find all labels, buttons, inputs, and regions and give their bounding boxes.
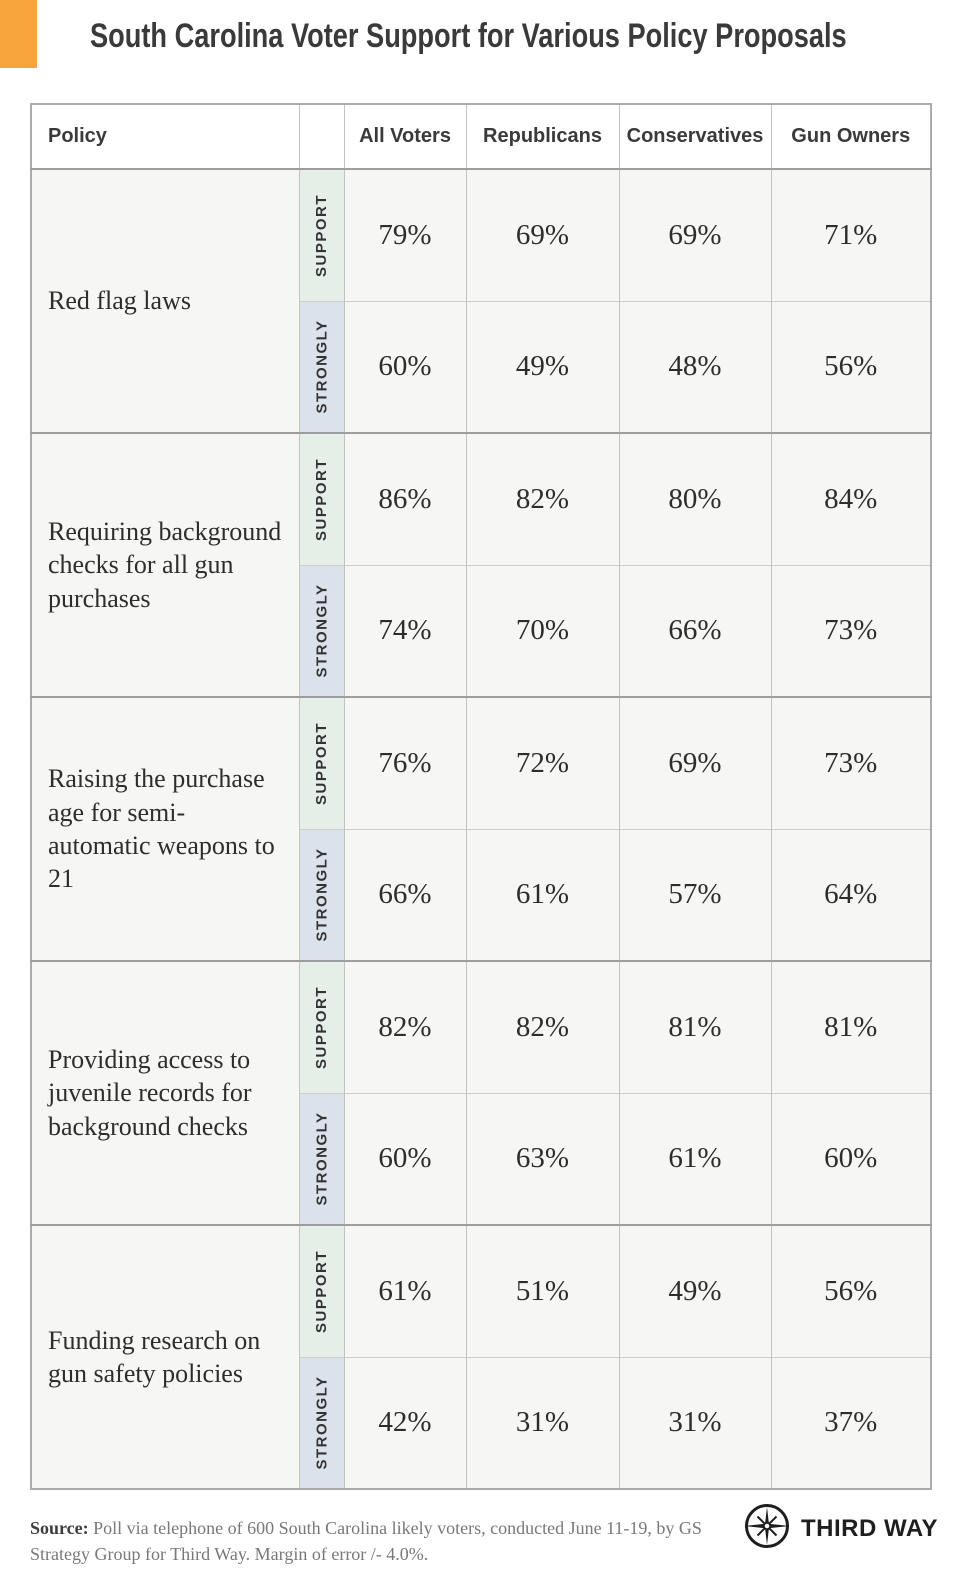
page-title: South Carolina Voter Support for Various Policy Proposals <box>90 17 847 55</box>
value-cell: 69% <box>619 169 771 301</box>
value-cell: 82% <box>466 433 619 565</box>
header-row <box>31 104 931 169</box>
support-label-cell <box>299 169 344 301</box>
support-label-cell <box>299 433 344 565</box>
value-cell: 37% <box>771 1357 931 1489</box>
value-cell: 48% <box>619 301 771 433</box>
policy-name: Providing access to juvenile records for background checks <box>31 961 299 1225</box>
value-cell: 66% <box>619 565 771 697</box>
strongly-label-cell <box>299 301 344 433</box>
value-cell: 57% <box>619 829 771 961</box>
value-cell: 79% <box>344 169 466 301</box>
value-cell: 70% <box>466 565 619 697</box>
support-label: SUPPORT <box>313 985 331 1069</box>
source-note <box>30 1516 750 1567</box>
support-label: SUPPORT <box>313 1249 331 1333</box>
strongly-label-cell <box>299 1093 344 1225</box>
policy-name: Funding research on gun safety policies <box>31 1225 299 1489</box>
support-label: SUPPORT <box>313 721 331 805</box>
support-label: SUPPORT <box>313 193 331 277</box>
compass-icon <box>743 1502 791 1555</box>
support-label-cell <box>299 961 344 1093</box>
value-cell: 42% <box>344 1357 466 1489</box>
value-cell: 60% <box>344 301 466 433</box>
strongly-label: STRONGLY <box>313 847 330 942</box>
logo-text: THIRD WAY <box>801 1514 938 1542</box>
strongly-label: STRONGLY <box>313 1111 330 1206</box>
policy-name: Red flag laws <box>31 169 299 433</box>
strongly-label-cell <box>299 829 344 961</box>
third-way-logo <box>743 1502 938 1555</box>
value-cell: 63% <box>466 1093 619 1225</box>
support-label-cell <box>299 1225 344 1357</box>
value-cell: 86% <box>344 433 466 565</box>
value-cell: 66% <box>344 829 466 961</box>
value-cell: 56% <box>771 1225 931 1357</box>
column-header-conservatives: Conservatives <box>619 104 771 169</box>
policy-name: Raising the purchase age for semi-automatic weapons to 21 <box>31 697 299 961</box>
value-cell: 81% <box>619 961 771 1093</box>
value-cell: 61% <box>344 1225 466 1357</box>
column-header-all-voters: All Voters <box>344 104 466 169</box>
accent-bar <box>0 0 37 68</box>
table-row <box>31 1225 931 1357</box>
value-cell: 73% <box>771 697 931 829</box>
value-cell: 49% <box>619 1225 771 1357</box>
strongly-label-cell <box>299 565 344 697</box>
value-cell: 74% <box>344 565 466 697</box>
value-cell: 76% <box>344 697 466 829</box>
column-header-republicans: Republicans <box>466 104 619 169</box>
support-label-cell <box>299 697 344 829</box>
table-row <box>31 961 931 1093</box>
source-text-line1: Poll via telephone of 600 South Carolina likely voters, conducted June 11-19, by GS <box>93 1518 702 1538</box>
value-cell: 72% <box>466 697 619 829</box>
value-cell: 82% <box>466 961 619 1093</box>
support-label: SUPPORT <box>313 457 331 541</box>
column-header-policy: Policy <box>31 104 299 169</box>
value-cell: 64% <box>771 829 931 961</box>
value-cell: 81% <box>771 961 931 1093</box>
source-text-line2: Strategy Group for Third Way. Margin of error /- 4.0%. <box>30 1543 429 1564</box>
value-cell: 31% <box>619 1357 771 1489</box>
value-cell: 69% <box>466 169 619 301</box>
strongly-label-cell <box>299 1357 344 1489</box>
table-row <box>31 169 931 301</box>
table-row <box>31 433 931 565</box>
source-label: Source: <box>30 1518 89 1538</box>
value-cell: 60% <box>344 1093 466 1225</box>
value-cell: 60% <box>771 1093 931 1225</box>
table-row <box>31 697 931 829</box>
column-header-gun-owners: Gun Owners <box>771 104 931 169</box>
column-header-spacer <box>299 104 344 169</box>
value-cell: 61% <box>619 1093 771 1225</box>
strongly-label: STRONGLY <box>313 319 330 414</box>
value-cell: 56% <box>771 301 931 433</box>
value-cell: 71% <box>771 169 931 301</box>
poll-table <box>30 103 932 1490</box>
value-cell: 31% <box>466 1357 619 1489</box>
value-cell: 80% <box>619 433 771 565</box>
value-cell: 84% <box>771 433 931 565</box>
strongly-label: STRONGLY <box>313 1375 330 1470</box>
value-cell: 73% <box>771 565 931 697</box>
policy-name: Requiring background checks for all gun purchases <box>31 433 299 697</box>
value-cell: 61% <box>466 829 619 961</box>
value-cell: 49% <box>466 301 619 433</box>
value-cell: 69% <box>619 697 771 829</box>
value-cell: 82% <box>344 961 466 1093</box>
value-cell: 51% <box>466 1225 619 1357</box>
strongly-label: STRONGLY <box>313 583 330 678</box>
